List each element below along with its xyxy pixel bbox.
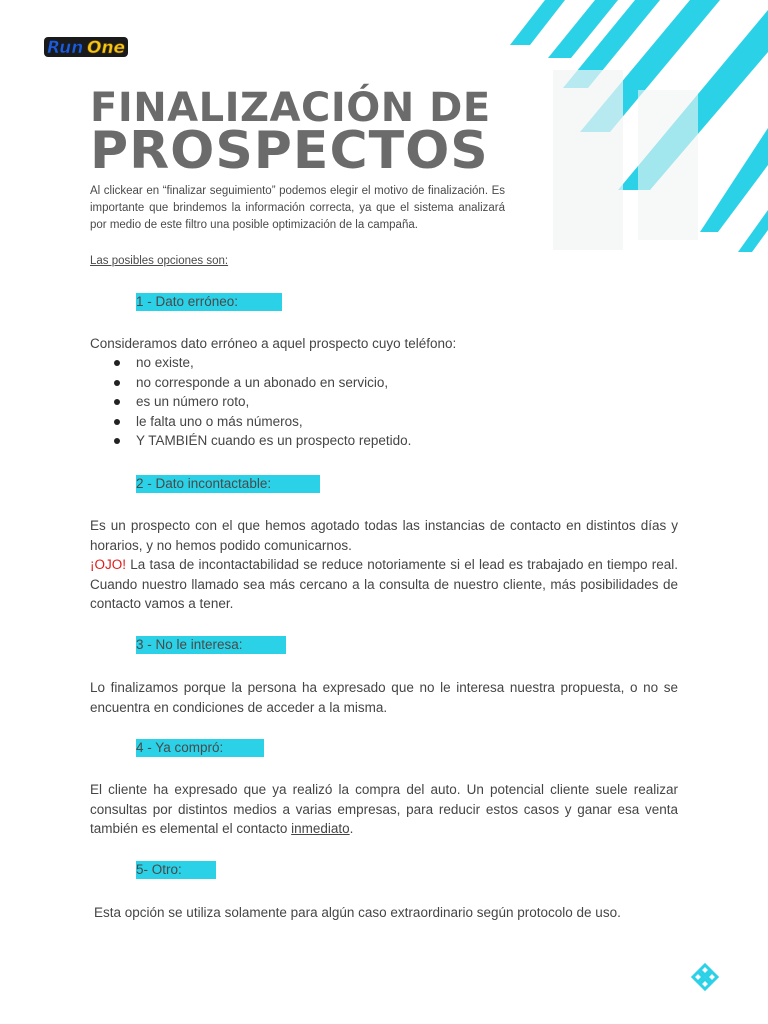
ojo-warning-text: La tasa de incontactabilidad se reduce notoriamente si el lead es trabajado en tiempo real. Cuando nuestro llamado sea más cercano a la consulta de nuestro cliente, más posibilidades de contacto vamos a tener. — [90, 557, 678, 611]
section-4-text-before: El cliente ha expresado que ya realizó la compra del auto. Un potencial cliente suele realizar consultas por distintos medios a varias empresas, para reducir estos casos y ganar esa venta también es elemental el contacto — [90, 782, 678, 836]
error-reasons-list — [90, 353, 650, 451]
list-item — [90, 373, 650, 393]
section-heading-no-le-interesa: 3 - No le interesa: — [136, 636, 286, 654]
list-item-text: le falta uno o más números, — [136, 413, 303, 429]
faint-background-pattern — [498, 60, 768, 270]
list-item-text: no existe, — [136, 355, 194, 370]
list-item — [90, 392, 650, 412]
list-item — [90, 412, 650, 432]
bullet-dot-icon — [114, 399, 120, 405]
list-item-text: Y TAMBIÉN cuando es un prospecto repetido. — [136, 433, 412, 448]
list-item — [90, 353, 650, 373]
section-heading-otro: 5- Otro: — [136, 861, 216, 879]
bullet-dot-icon — [114, 380, 120, 386]
page-title-line2: PROSPECTOS — [90, 121, 489, 181]
list-item-text: no corresponde a un abonado en servicio, — [136, 374, 389, 390]
section-1-lead: Consideramos dato erróneo a aquel prospecto cuyo teléfono: — [90, 336, 457, 351]
list-item-text: es un número roto, — [136, 394, 250, 409]
section-3-text: Lo finalizamos porque la persona ha expresado que no le interesa nuestra propuesta, o no se encuentra en condiciones de acceder a la misma. — [90, 680, 678, 715]
section-4-text — [90, 780, 678, 839]
runone-logo — [43, 31, 133, 61]
section-heading-dato-incontactable: 2 - Dato incontactable: — [136, 475, 320, 493]
options-label: Las posibles opciones son: — [90, 255, 229, 267]
section-4-underlined-word: inmediato — [291, 821, 350, 836]
section-heading-dato-erroneo: 1 - Dato erróneo: — [136, 293, 282, 311]
section-heading-ya-compro: 4 - Ya compró: — [136, 739, 264, 757]
bullet-dot-icon — [114, 438, 120, 444]
svg-text:One: One — [87, 38, 126, 58]
section-2-description: Es un prospecto con el que hemos agotado todas las instancias de contacto en distintos días y horarios, y no hemos podido comunicarnos. — [90, 518, 678, 553]
ojo-warning-label: ¡OJO! — [90, 557, 126, 572]
intro-paragraph: Al clickear en “finalizar seguimiento” podemos elegir el motivo de finalización. Es importante que brindemos la información correcta, ya que el sistema analizará por medio de este filtro una posible optimización de la campaña. — [90, 185, 505, 232]
section-2-text — [90, 516, 678, 614]
section-5-text: Esta opción se utiliza solamente para algún caso extraordinario según protocolo de uso. — [94, 905, 621, 920]
bullet-dot-icon — [114, 419, 120, 425]
svg-text:Run: Run — [47, 38, 84, 58]
bullet-dot-icon — [114, 360, 120, 366]
diamond-pattern-icon — [690, 963, 720, 993]
page-title-line1: FINALIZACIÓN DE — [90, 85, 491, 131]
section-4-text-after: . — [349, 821, 354, 836]
list-item — [90, 431, 650, 451]
